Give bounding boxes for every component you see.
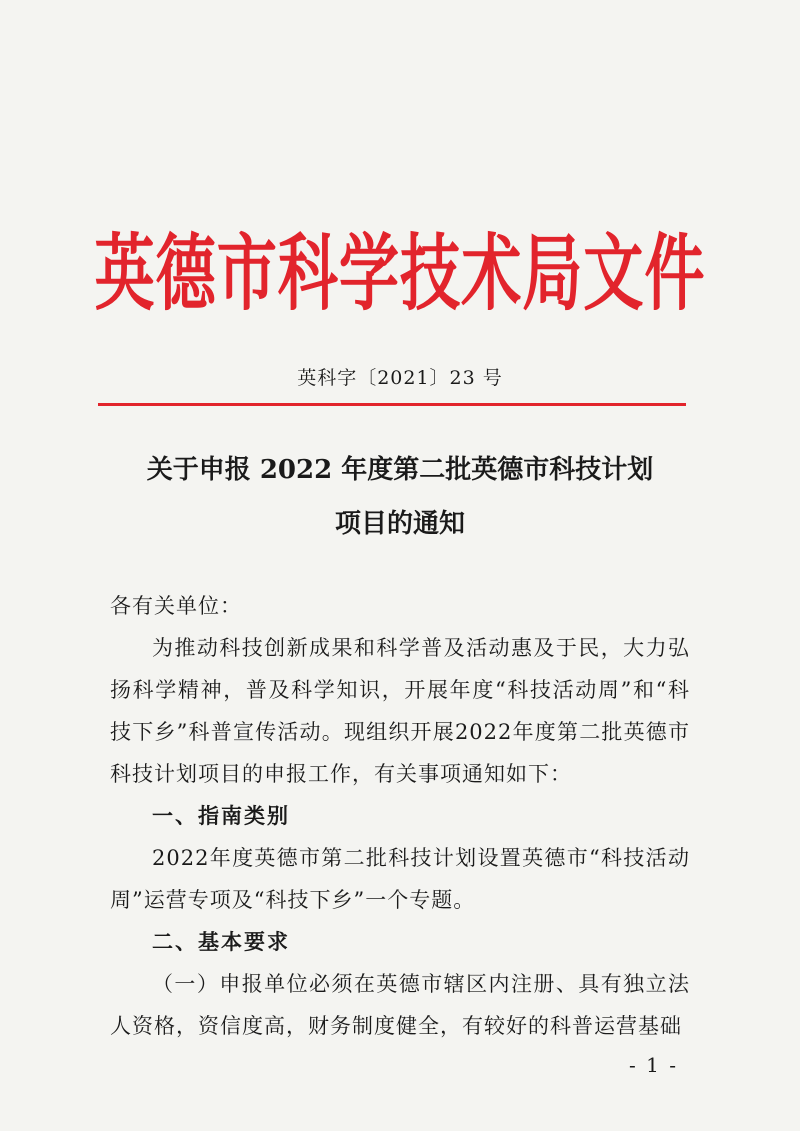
- notice-title: [0, 443, 800, 551]
- notice-title-line-2: 项目的通知: [334, 509, 465, 539]
- org-title: 英德市科学技术局文件: [94, 226, 706, 323]
- section-heading-basic-requirements: 二、基本要求: [152, 930, 290, 954]
- intro-paragraph: 为推动科技创新成果和科学普及活动惠及于民，大力弘扬科学精神，普及科学知识，开展年度“科技活动周”和“科技下乡”科普宣传活动。现组织开展2022年度第二批英德市科技计划项目的申报工作，有关事项通知如下：: [110, 636, 690, 786]
- section-heading-guide-category: 一、指南类别: [152, 804, 290, 828]
- notice-title-line-1: 关于申报 2022 年度第二批英德市科技计划: [146, 455, 654, 485]
- requirement-item-1: （一）申报单位必须在英德市辖区内注册、具有独立法人资格，资信度高，财务制度健全，有较好的科普运营基础: [110, 972, 690, 1038]
- body-text: [110, 585, 690, 1047]
- document-number: 英科字〔2021〕23 号: [297, 367, 503, 389]
- salutation: 各有关单位：: [110, 594, 242, 618]
- page-number: - 1 -: [629, 1053, 678, 1077]
- section-guide-category-text: 2022年度英德市第二批科技计划设置英德市“科技活动周”运营专项及“科技下乡”一个专题。: [110, 846, 690, 912]
- red-divider-rule: [98, 403, 686, 406]
